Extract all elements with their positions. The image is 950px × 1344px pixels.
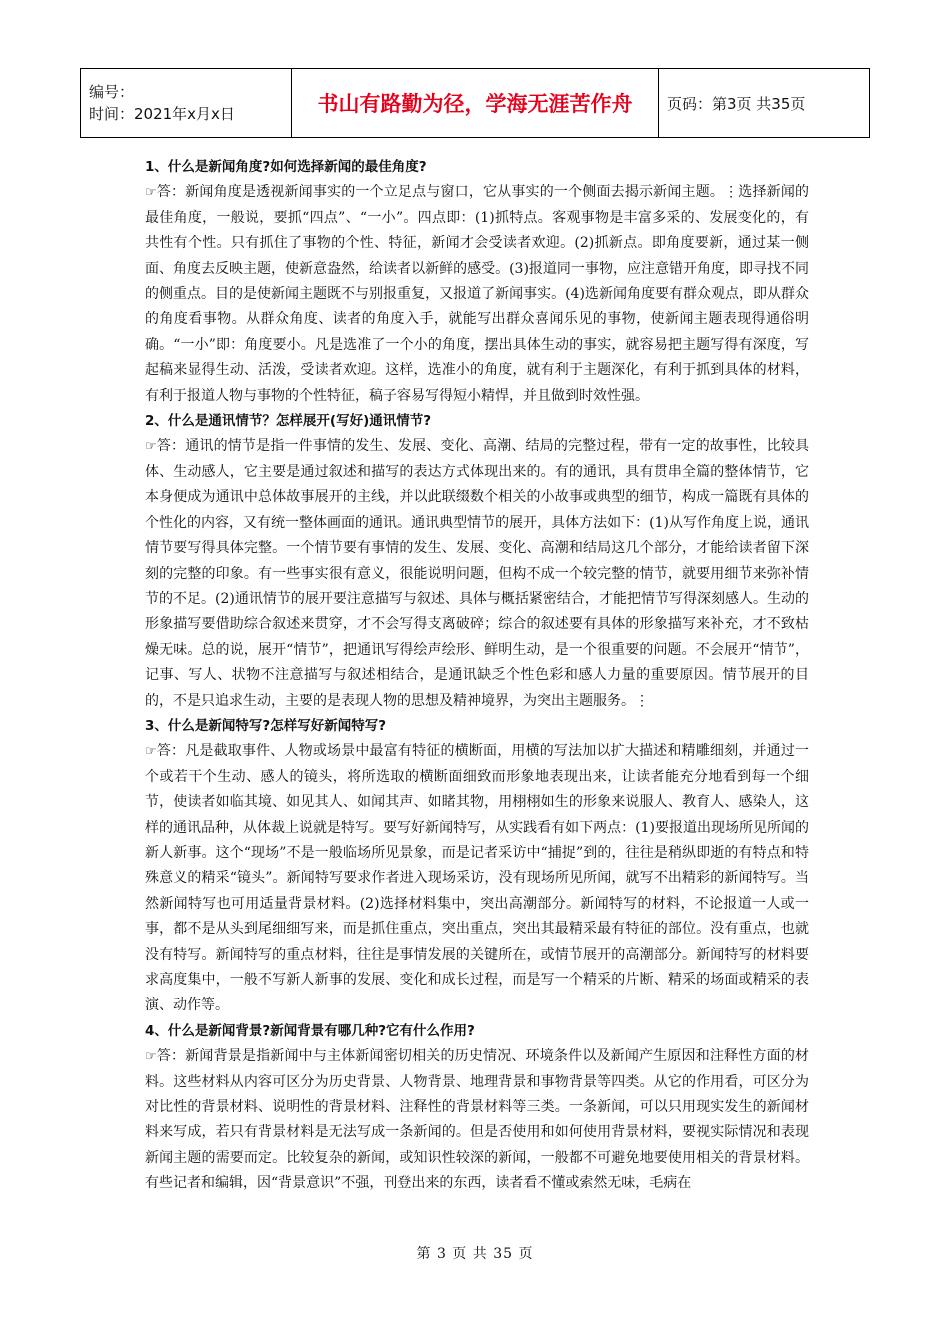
page-info: 页码：第3页 共35页: [659, 69, 870, 138]
answer-2: [145, 434, 809, 713]
answer-1: [145, 180, 809, 409]
document-body: [145, 155, 809, 1197]
answer-4-text: 答：新闻背景是指新闻中与主体新闻密切相关的历史情况、环境条件以及新闻产生原因和注释性方面的材料。这些材料从内容可区分为历史背景、人物背景、地理背景和事物背景等四类。从它的作用看，可区分为对比性的背景材料、说明性的背景材料、注释性的背景材料等三类。一条新闻，可以只用现实发生的新闻材料来写成，若只有背景材料是无法写成一条新闻的。但是否使用和如何使用背景材料，要视实际情况和表现新闻主题的需要而定。比较复杂的新闻，或知识性较深的新闻，一般都不可避免地要使用相关的背景材料。有些记者和编辑，因“背景意识”不强，刊登出来的东西，读者看不懂或索然无味，毛病在: [145, 1048, 809, 1192]
hand-pointing-icon: ☞: [145, 1049, 157, 1065]
page-footer: 第 3 页 共 35 页: [416, 1246, 534, 1262]
answer-4: [145, 1044, 809, 1196]
number-label: 编号：: [89, 83, 135, 101]
question-1: 1、什么是新闻角度?如何选择新闻的最佳角度?: [145, 159, 427, 175]
header-table: [80, 68, 870, 138]
hand-pointing-icon: ☞: [145, 744, 157, 760]
question-3: 3、什么是新闻特写?怎样写好新闻特写?: [145, 717, 387, 734]
hand-pointing-icon: ☞: [145, 439, 157, 455]
date-line: 时间：2021年x月x日: [89, 105, 235, 123]
answer-3: [145, 739, 809, 1018]
answer-3-text: 答：凡是截取事件、人物或场景中最富有特征的横断面，用横的写法加以扩大描述和精雕细刻，并通过一个或若干个生动、感人的镜头，将所选取的横断面细致而形象地表现出来，让读者能充分地看到每一个细节，使读者如临其境、如见其人、如闻其声、如睹其物，用栩栩如生的形象来说服人、教育人、感染人，这样的通讯品种，从体裁上说就是特写。要写好新闻特写，从实践看有如下两点：(1)要报道出现场所见所闻的新人新事。这个“现场”不是一般临场所见景象，而是记者采访中“捕捉”到的，往往是稍纵即逝的有特点和特殊意义的精采“镜头”。新闻特写要求作者进入现场采访，没有现场所见所闻，就写不出精彩的新闻特写。当然新闻特写也可用适量背景材料。(2)选择材料集中，突出高潮部分。新闻特写的材料，不论报道一人或一事，都不是从头到尾细细写来，而是抓住重点，突出重点，突出其最精采最有特征的部位。没有重点，也就没有特写。新闻特写的重点材料，往往是事情发展的关键所在，或情节展开的高潮部分。新闻特写的材料要求高度集中，一般不写新人新事的发展、变化和成长过程，而是写一个精采的片断、精采的场面或精采的表演、动作等。: [145, 743, 809, 1014]
hand-pointing-icon: ☞: [145, 185, 157, 201]
question-2: 2、什么是通讯情节？怎样展开(写好)通讯情节?: [145, 413, 432, 430]
motto: 书山有路勤为径，学海无涯苦作舟: [292, 69, 659, 138]
answer-2-text: 答：通讯的情节是指一件事情的发生、发展、变化、高潮、结局的完整过程，带有一定的故事性，比较具体、生动感人，它主要是通过叙述和描写的表达方式体现出来的。有的通讯，具有贯串全篇的整体情节，它本身便成为通讯中总体故事展开的主线，并以此联缀数个相关的小故事或典型的细节，构成一篇既有具体的个性化的内容，又有统一整体画面的通讯。通讯典型情节的展开，具体方法如下：(1)从写作角度上说，通讯情节要写得具体完整。一个情节要有事情的发生、发展、变化、高潮和结局这几个部分，才能给读者留下深刻的完整的印象。有一些事实很有意义，很能说明问题，但构不成一个较完整的情节，就要用细节来弥补情节的不足。(2)通讯情节的展开要注意描写与叙述、具体与概括紧密结合，才能把情节写得深刻感人。生动的形象描写要借助综合叙述来贯穿，才不会写得支离破碎；综合的叙述要有具体的形象描写来补充，才不致枯燥无味。总的说，展开“情节”，把通讯写得绘声绘形、鲜明生动，是一个很重要的问题。不会展开“情节”，记事、写人、状物不注意描写与叙述相结合，是通讯缺乏个性色彩和感人力量的重要原因。情节展开的目的，不是只追求生动，主要的是表现人物的思想及精神境界，为突出主题服务。⋮: [145, 438, 809, 709]
question-4: 4、什么是新闻背景?新闻背景有哪几种?它有什么作用?: [145, 1022, 475, 1039]
answer-1-text: 答：新闻角度是透视新闻事实的一个立足点与窗口，它从事实的一个侧面去揭示新闻主题。⋮选择新闻的最佳角度，一般说，要抓“四点”、“一小”。四点即：(1)抓特点。客观事物是丰富多采的、发展变化的，有共性有个性。只有抓住了事物的个性、特征，新闻才会受读者欢迎。(2)抓新点。即角度要新，通过某一侧面、角度去反映主题，使新意盎然，给读者以新鲜的感受。(3)报道同一事物，应注意错开角度，即寻找不同的侧重点。目的是使新闻主题既不与别报重复，又报道了新闻事实。(4)选新闻角度要有群众观点，即从群众的角度看事物。从群众角度、读者的角度入手，就能写出群众喜闻乐见的事物，使新闻主题表现得通俗明确。“一小”即：角度要小。凡是选准了一个小的角度，摆出具体生动的事实，就容易把主题写得有深度，写起稿来显得生动、活泼，受读者欢迎。这样，选准小的角度，就有利于主题深化，有利于抓到具体的材料，有利于报道人物与事物的个性特征，稿子容易写得短小精悍，并且做到时效性强。: [145, 184, 809, 404]
header-left-cell: [81, 69, 292, 138]
